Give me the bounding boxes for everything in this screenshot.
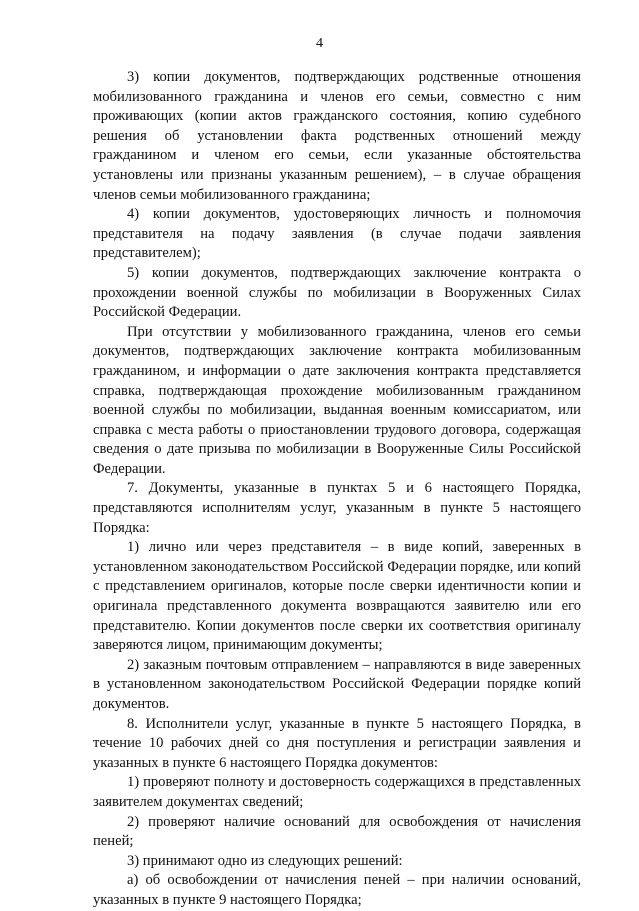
paragraph-section-8-item-2: 2) проверяют наличие оснований для освобождения от начисления пеней; [93,813,581,850]
paragraph-section-7-item-2: 2) заказным почтовым отправлением – направляются в виде заверенных в установленном законодательством Российской Федерации порядке копий документов. [93,656,581,712]
document-body [93,68,581,911]
paragraph-item-4-representative-documents: 4) копии документов, удостоверяющих личность и полномочия представителя на подачу заявления (в случае подачи заявления представителем); [93,206,581,262]
page-number: 4 [316,36,323,51]
paragraph-item-3-kinship-documents: 3) копии документов, подтверждающих родственные отношения мобилизованного гражданина и членов его семьи, совместно с ним проживающих (копии актов гражданского состояния, копию судебного решения об установлении факта родственных отношений между гражданином и членом его семьи, если указанные обстоятельства установлены или признаны указанным решением), – в случае обращения членов семьи мобилизованного гражданина; [93,69,581,203]
paragraph-section-7: 7. Документы, указанные в пунктах 5 и 6 настоящего Порядка, представляются исполнителям услуг, указанным в пункте 5 настоящего Порядка: [93,480,581,536]
paragraph-item-5-contract-documents: 5) копии документов, подтверждающих заключение контракта о прохождении военной службы по мобилизации в Вооруженных Силах Российской Федерации. [93,264,581,321]
paragraph-section-8-item-1: 1) проверяют полноту и достоверность содержащихся в представленных заявителем документах сведений; [93,774,581,810]
paragraph-absence-of-documents: При отсутствии у мобилизованного гражданина, членов его семьи документов, подтверждающих заключение контракта мобилизованным гражданином, и информации о дате заключения контракта представляется справка, подтверждающая прохождение мобилизованным гражданином военной службы по мобилизации, выданная военным комиссариатом, или справка с места работы о приостановлении трудового договора, содержащая сведения о дате призыва по мобилизации в Вооруженные Силы Российской Федерации. [93,323,581,477]
paragraph-section-8-item-3a: а) об освобождении от начисления пеней – при наличии оснований, указанных в пункте 9 настоящего Порядка; [93,872,581,908]
paragraph-section-7-item-1: 1) лично или через представителя – в виде копий, заверенных в установленном законодательством Российской Федерации порядке, или копий с представлением оригиналов, которые после сверки идентичности копии и оригинала представленного документа возвращаются заявителю или его представителю. Копии документов после сверки их соответствия оригиналу заверяются лицом, принимающим документы; [93,539,581,654]
paragraph-section-8-item-3: 3) принимают одно из следующих решений: [127,852,403,869]
paragraph-section-8: 8. Исполнители услуг, указанные в пункте 5 настоящего Порядка, в течение 10 рабочих дней со дня поступления и регистрации заявления и указанных в пункте 6 настоящего Порядка документов: [93,715,581,771]
